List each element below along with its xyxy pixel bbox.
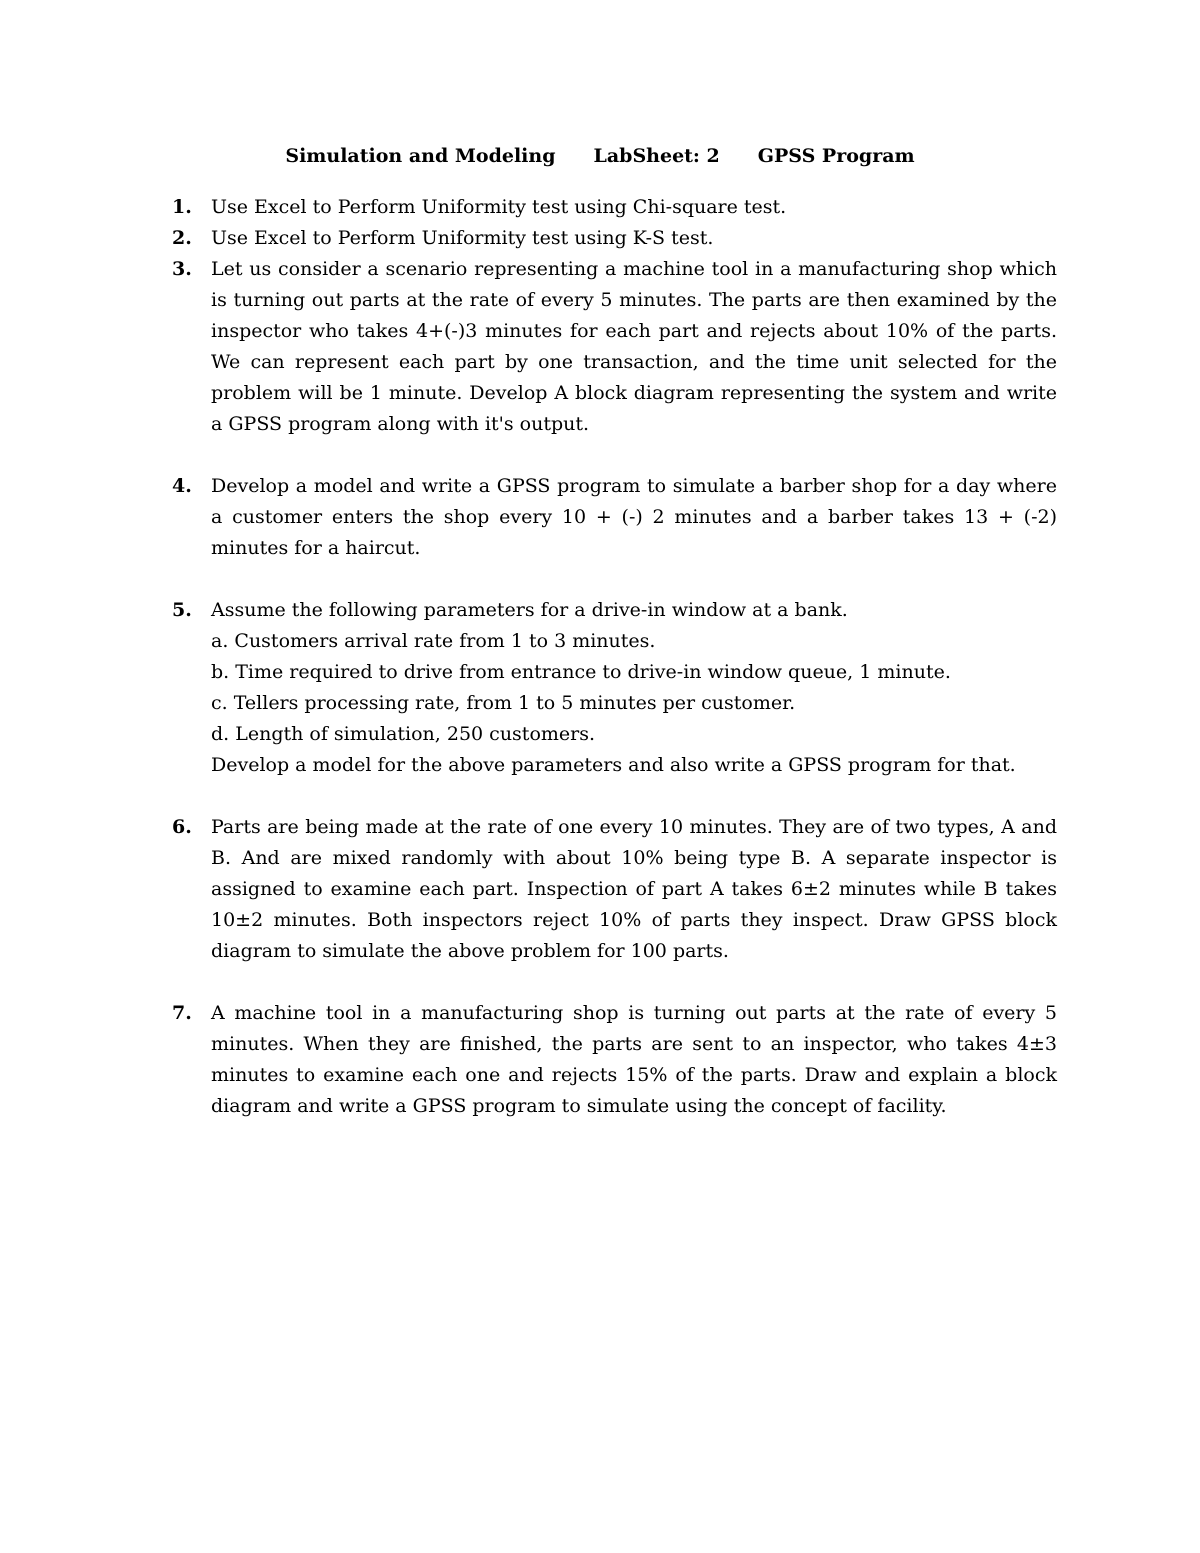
task-list (0, 192, 1200, 1122)
task-text: Use Excel to Perform Uniformity test using K-S test. (211, 227, 714, 249)
title-course: Simulation and Modeling (285, 145, 556, 167)
task-text: Develop a model and write a GPSS program to simulate a barber shop for a day where a customer enters the shop every 10 + (-) 2 minutes and a barber takes 13 + (-2) minutes for a haircut. (211, 475, 1057, 559)
task-subitem-b: b. Time required to drive from entrance to drive-in window queue, 1 minute. (211, 661, 951, 683)
task-number: 2. (172, 227, 192, 249)
task-item-1 (0, 192, 1057, 223)
task-subitem-c: c. Tellers processing rate, from 1 to 5 minutes per customer. (211, 692, 796, 714)
task-subitem-d: d. Length of simulation, 250 customers. (211, 723, 596, 745)
task-subitem-a: a. Customers arrival rate from 1 to 3 minutes. (211, 630, 656, 652)
task-item-6 (0, 812, 1057, 967)
task-intro: Assume the following parameters for a drive-in window at a bank. (211, 599, 848, 621)
title-topic: GPSS Program (757, 145, 915, 167)
task-number: 6. (172, 816, 192, 838)
task-text: Parts are being made at the rate of one every 10 minutes. They are of two types, A and B. And are mixed randomly with about 10% being type B. A separate inspector is assigned to examine each part. Inspection of part A takes 6±2 minutes while B takes 10±2 minutes. Both inspectors reject 10% of parts they inspect. Draw GPSS block diagram to simulate the above problem for 100 parts. (211, 816, 1057, 962)
task-item-4 (0, 471, 1057, 564)
task-number: 3. (172, 258, 192, 280)
task-item-7 (0, 998, 1057, 1122)
task-number: 1. (172, 196, 192, 218)
task-outro: Develop a model for the above parameters and also write a GPSS program for that. (211, 754, 1016, 776)
task-item-3 (0, 254, 1057, 440)
task-number: 4. (172, 475, 192, 497)
task-text: Use Excel to Perform Uniformity test using Chi-square test. (211, 196, 787, 218)
task-number: 7. (172, 1002, 192, 1024)
task-text: Let us consider a scenario representing a machine tool in a manufacturing shop which is turning out parts at the rate of every 5 minutes. The parts are then examined by the inspector who takes 4+(-)3 minutes for each part and rejects about 10% of the parts. We can represent each part by one transaction, and the time unit selected for the problem will be 1 minute. Develop A block diagram representing the system and write a GPSS program along with it's output. (211, 258, 1057, 435)
task-item-5 (0, 595, 1057, 781)
task-text: A machine tool in a manufacturing shop is turning out parts at the rate of every 5 minutes. When they are finished, the parts are sent to an inspector, who takes 4±3 minutes to examine each one and rejects 15% of the parts. Draw and explain a block diagram and write a GPSS program to simulate using the concept of facility. (211, 1002, 1057, 1117)
document-title (0, 142, 1200, 170)
task-number: 5. (172, 599, 192, 621)
task-item-2 (0, 223, 1057, 254)
title-labsheet: LabSheet: 2 (593, 145, 720, 167)
